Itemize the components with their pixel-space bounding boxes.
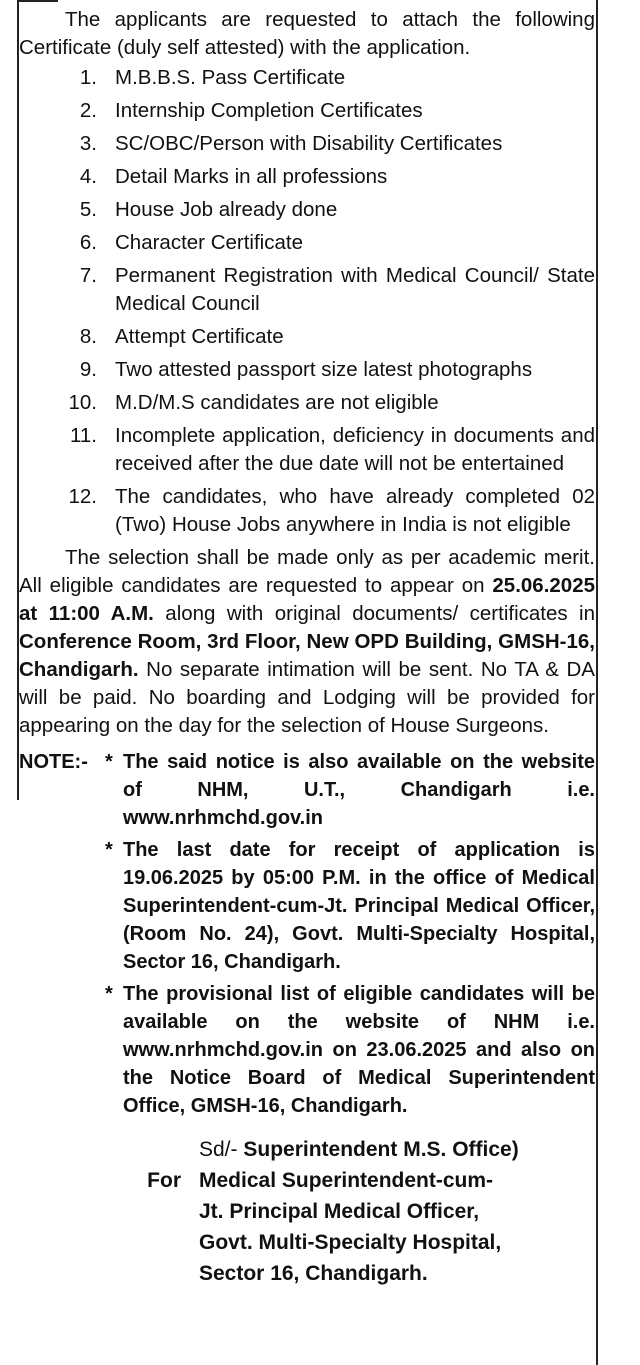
item-number: 3. [79, 132, 97, 155]
signature-line-4: Govt. Multi-Specialty Hospital, [199, 1231, 502, 1254]
item-text: M.D/M.S candidates are not eligible [115, 391, 439, 414]
item-number: 11. [70, 424, 97, 447]
selection-text-2: along with original documents/ certificates in [165, 602, 595, 625]
item-number: 12. [68, 485, 97, 508]
note-text: The last date for receipt of application is 19.06.2025 by 05:00 P.M. in the office of Medical Superintendent-cum-Jt. Principal Medical Officer, (Room No. 24), Govt. Multi-Specialty Hospital, Sector 16, Chandigarh. [123, 839, 595, 973]
note-text: The said notice is also available on the website of NHM, U.T., Chandigarh i.e. www.nrhmchd.gov.in [123, 751, 595, 829]
note-text: The provisional list of eligible candidates will be available on the website of NHM i.e. www.nrhmchd.gov.in on 23.06.2025 and also on the Notice Board of Medical Superintendent Office, GMSH-16, Chandigarh. [123, 983, 595, 1117]
item-text: Detail Marks in all professions [115, 165, 388, 188]
signature-line-3: Jt. Principal Medical Officer, [199, 1200, 480, 1223]
list-item [19, 323, 595, 351]
item-text: Character Certificate [115, 231, 303, 254]
note-section [19, 748, 595, 1120]
list-item [19, 130, 595, 158]
for-label: For [147, 1169, 181, 1192]
item-number: 9. [79, 358, 97, 381]
asterisk-icon: * [105, 839, 113, 861]
signature-block [19, 1134, 595, 1289]
note-item [19, 748, 595, 832]
item-number: 2. [79, 99, 97, 122]
item-text: Internship Completion Certificates [115, 99, 423, 122]
list-item [19, 483, 595, 539]
item-number: 5. [79, 198, 97, 221]
item-text: Incomplete application, deficiency in documents and received after the due date will not be entertained [115, 424, 595, 475]
asterisk-icon: * [105, 751, 113, 773]
item-number: 6. [79, 231, 97, 254]
list-item [19, 163, 595, 191]
signature-title: Superintendent M.S. Office) [243, 1138, 519, 1161]
list-item [19, 262, 595, 318]
intro-paragraph: The applicants are requested to attach the following Certificate (duly self attested) with the application. [19, 8, 595, 59]
item-text: The candidates, who have already completed 02 (Two) House Jobs anywhere in India is not eligible [115, 485, 595, 536]
list-item [19, 422, 595, 478]
sd-prefix: Sd/- [199, 1138, 238, 1161]
item-text: Permanent Registration with Medical Council/ State Medical Council [115, 264, 595, 315]
signature-line-5: Sector 16, Chandigarh. [199, 1262, 428, 1285]
list-item [19, 389, 595, 417]
selection-text-3: No separate intimation will be sent. No TA & DA will be paid. No boarding and Lodging will be provided for appearing on the day for the selection of House Surgeons. [19, 658, 595, 737]
item-text: House Job already done [115, 198, 338, 221]
right-border-line [596, 0, 598, 1365]
item-text: M.B.B.S. Pass Certificate [115, 66, 346, 89]
list-item [19, 196, 595, 224]
notice-content [19, 6, 595, 1289]
note-item [19, 980, 595, 1120]
signature-line-2: Medical Superintendent-cum- [199, 1169, 494, 1192]
item-text: Two attested passport size latest photographs [115, 358, 533, 381]
list-item [19, 97, 595, 125]
item-number: 7. [79, 264, 97, 287]
selection-text-1: The selection shall be made only as per academic merit. All eligible candidates are requested to appear on [19, 546, 595, 597]
selection-date-time: 25.06.2025 at 11:00 A.M. [19, 574, 595, 625]
asterisk-icon: * [105, 983, 113, 1005]
selection-paragraph [19, 544, 595, 740]
note-label: NOTE:- [19, 751, 88, 773]
list-item [19, 229, 595, 257]
note-item [19, 836, 595, 976]
selection-venue: Conference Room, 3rd Floor, New OPD Building, GMSH-16, Chandigarh. [19, 630, 595, 681]
item-number: 8. [79, 325, 97, 348]
signature-line-1 [199, 1134, 595, 1165]
top-border-tick [18, 0, 58, 2]
list-item [19, 356, 595, 384]
certificate-list [19, 64, 595, 539]
item-text: SC/OBC/Person with Disability Certificates [115, 132, 503, 155]
item-text: Attempt Certificate [115, 325, 284, 348]
item-number: 4. [79, 165, 97, 188]
item-number: 10. [68, 391, 97, 414]
list-item [19, 64, 595, 92]
item-number: 1. [79, 66, 97, 89]
